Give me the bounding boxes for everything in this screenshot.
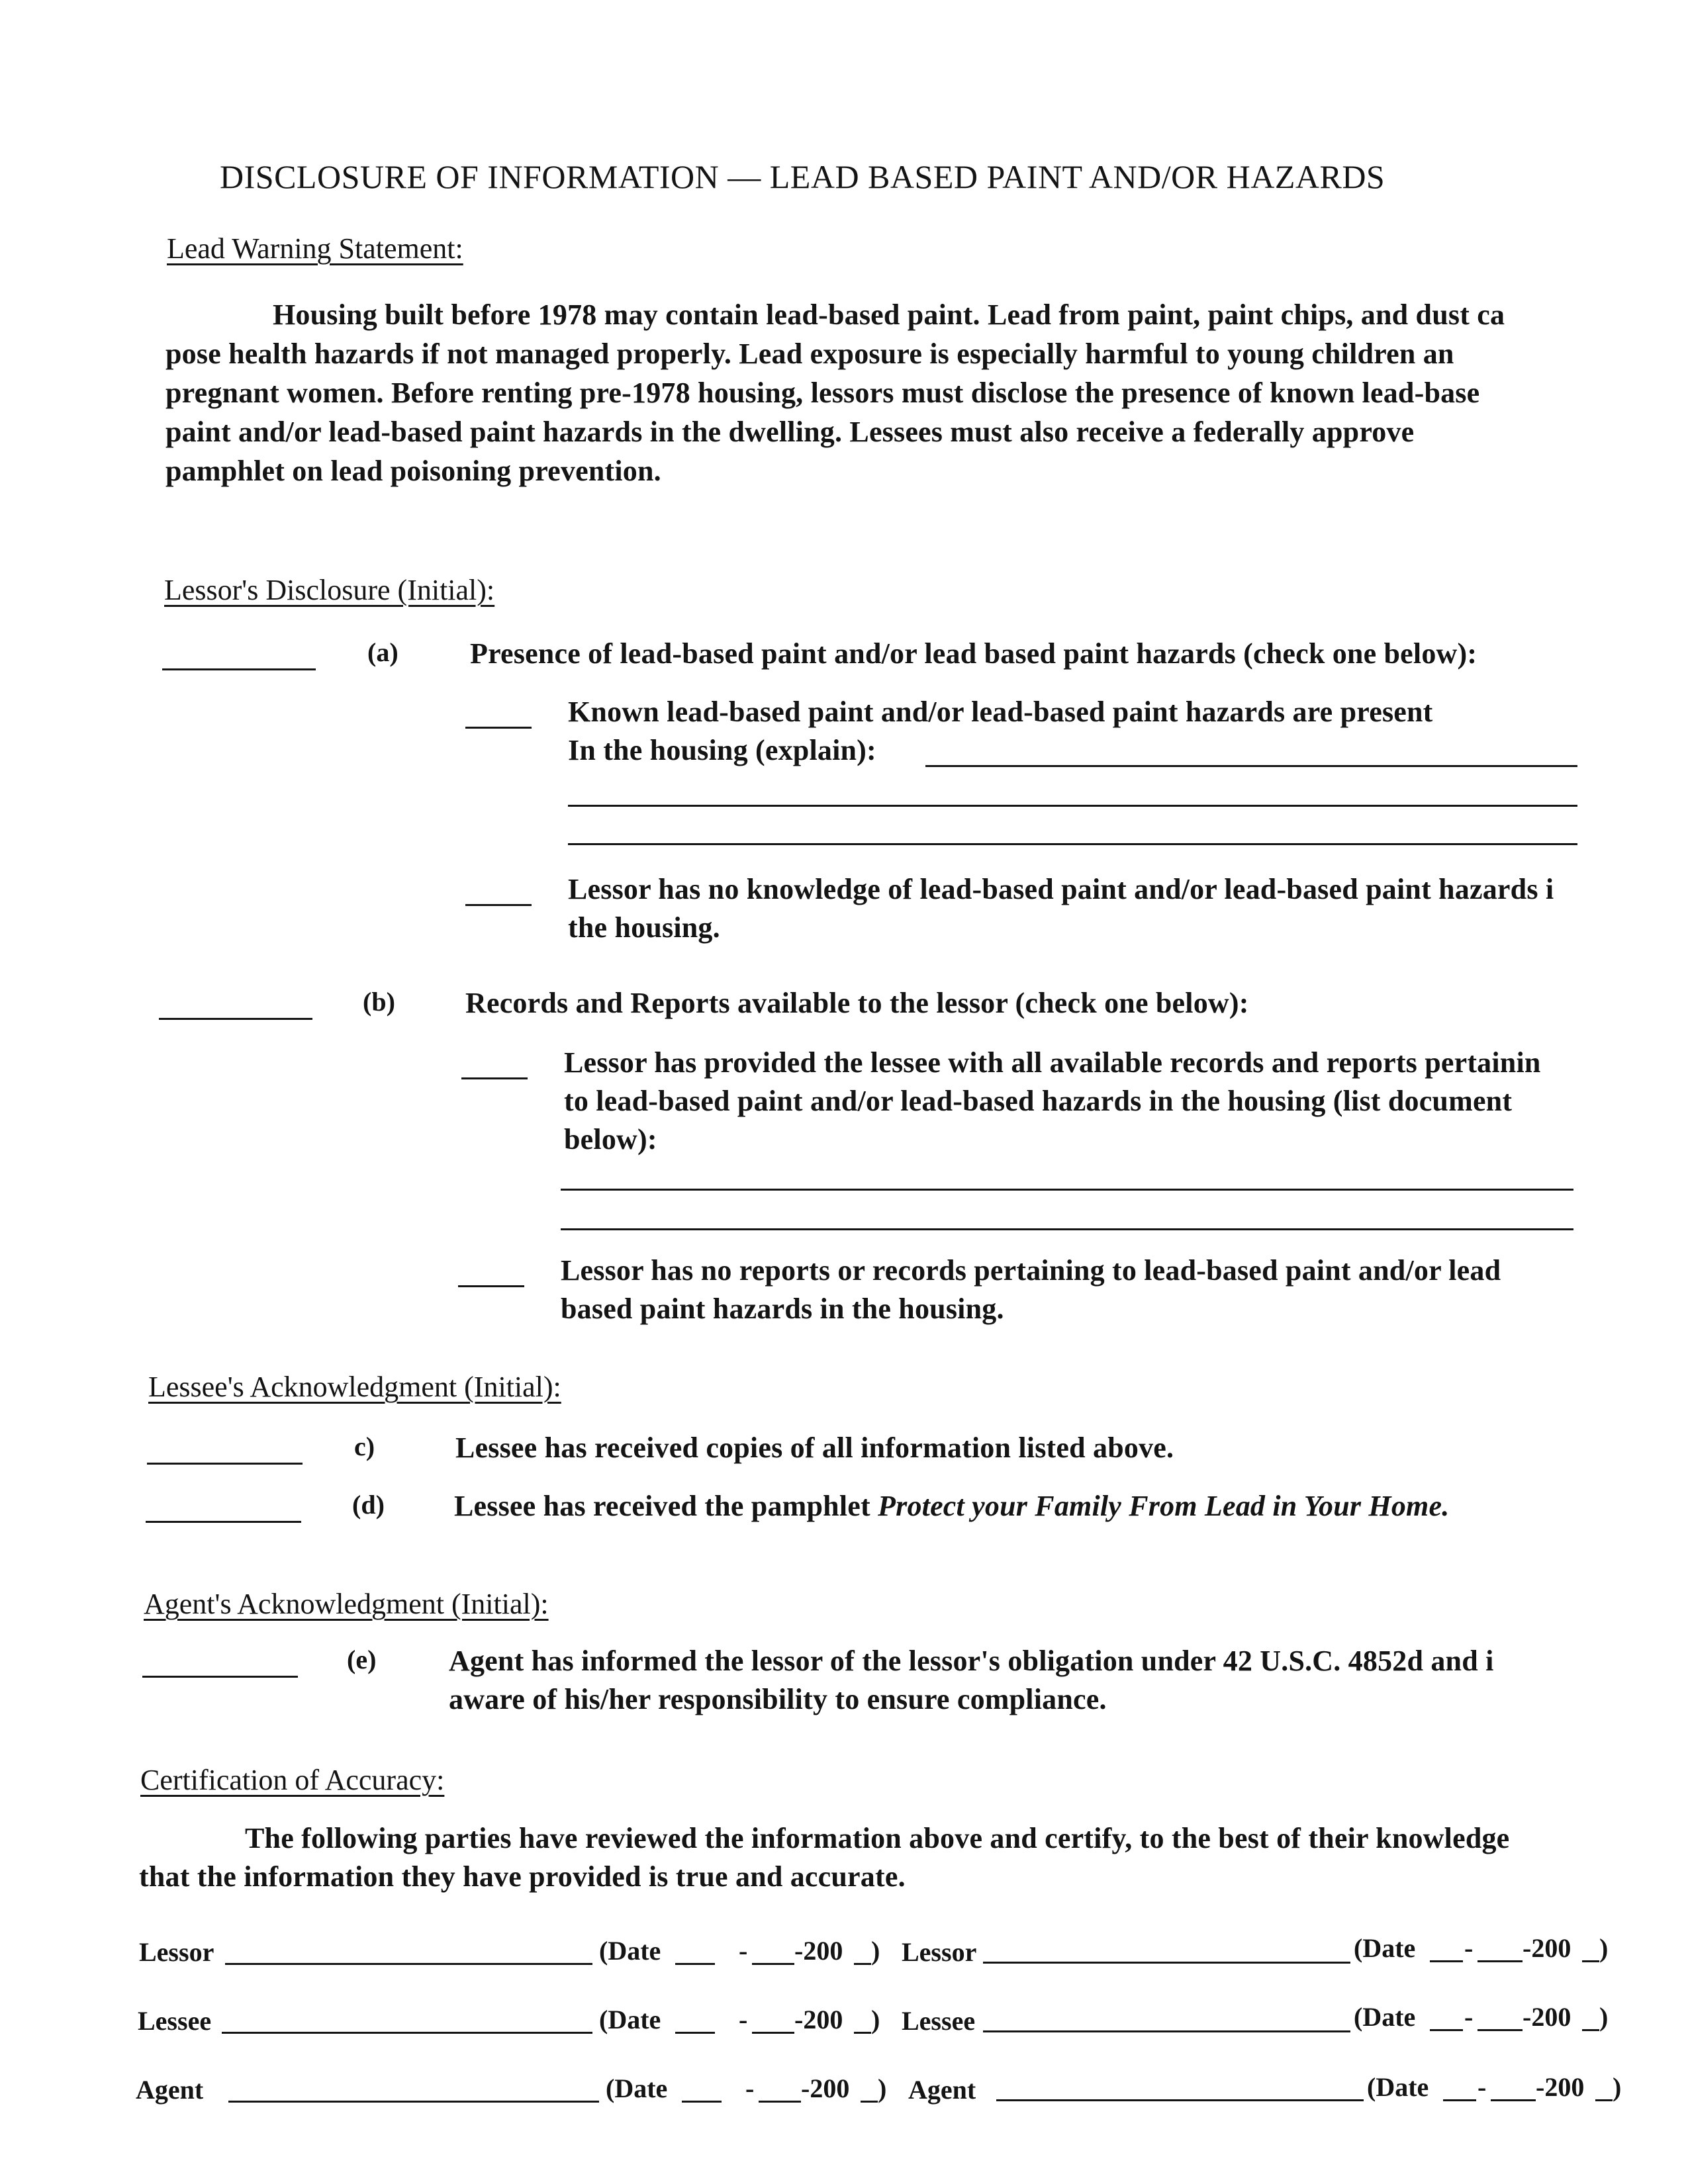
- date-dash-3b: -: [1477, 2072, 1487, 2102]
- lead-warning-line-5: pamphlet on lead poisoning prevention.: [165, 455, 661, 487]
- agent-signature-field-left[interactable]: [228, 2101, 599, 2103]
- date-month-field-1b[interactable]: [1430, 1960, 1463, 1962]
- date-year-field-3a[interactable]: [861, 2101, 878, 2103]
- date-month-field-1a[interactable]: [675, 1963, 715, 1965]
- item-b-text: Records and Reports available to the lessor (check one below):: [465, 987, 1249, 1019]
- initial-field-c[interactable]: [147, 1463, 303, 1465]
- date-day-field-2b[interactable]: [1477, 2029, 1523, 2031]
- date-close-3b: ): [1613, 2072, 1622, 2102]
- lead-warning-line-3: pregnant women. Before renting pre-1978 housing, lessors must disclose the presence of known lead-base: [165, 377, 1480, 409]
- agent-signature-label-right: Agent: [908, 2075, 976, 2105]
- lessor-signature-label-right: Lessor: [902, 1937, 977, 1967]
- option-b-provided-line-1: Lessor has provided the lessee with all available records and reports pertainin: [564, 1046, 1541, 1079]
- lead-warning-line-1: Housing built before 1978 may contain lead-based paint. Lead from paint, paint chips, and dust ca: [273, 298, 1505, 331]
- item-a-marker: (a): [367, 637, 399, 667]
- checkbox-a-no-knowledge[interactable]: [465, 904, 532, 906]
- initial-field-b[interactable]: [159, 1018, 312, 1020]
- agent-signature-label-left: Agent: [136, 2075, 204, 2105]
- date-year-field-3b[interactable]: [1595, 2099, 1613, 2101]
- date-day-field-3b[interactable]: [1491, 2099, 1536, 2101]
- lessee-signature-field-right[interactable]: [983, 2030, 1350, 2032]
- lessee-signature-label-right: Lessee: [902, 2006, 976, 2036]
- explain-field-line-1[interactable]: [925, 765, 1577, 767]
- checkbox-b-no-reports[interactable]: [458, 1285, 524, 1287]
- date-close-2a: ): [871, 2005, 880, 2034]
- agent-ack-heading: Agent's Acknowledgment (Initial):: [144, 1588, 549, 1620]
- option-b-provided-line-3: below):: [564, 1123, 657, 1156]
- lessee-signature-field-left[interactable]: [222, 2032, 592, 2034]
- date-year-field-1b[interactable]: [1582, 1960, 1599, 1962]
- date-day-field-2a[interactable]: [752, 2032, 794, 2034]
- date-year-3a: -200: [801, 2073, 850, 2103]
- date-year-field-2a[interactable]: [854, 2032, 871, 2034]
- date-open-1a: (Date: [599, 1936, 661, 1966]
- date-year-2a: -200: [794, 2005, 843, 2034]
- lead-warning-line-4: paint and/or lead-based paint hazards in the dwelling. Lessees must also receive a federally approve: [165, 416, 1415, 448]
- date-dash-1a: -: [739, 1936, 748, 1966]
- initial-field-e[interactable]: [142, 1676, 298, 1678]
- date-year-field-1a[interactable]: [854, 1963, 871, 1965]
- date-year-field-2b[interactable]: [1582, 2029, 1599, 2031]
- date-dash-2a: -: [739, 2005, 748, 2034]
- date-open-3b: (Date: [1367, 2072, 1429, 2102]
- item-e-line-2: aware of his/her responsibility to ensure compliance.: [449, 1683, 1107, 1715]
- lead-warning-line-2: pose health hazards if not managed properly. Lead exposure is especially harmful to young children an: [165, 338, 1454, 370]
- date-open-2a: (Date: [599, 2005, 661, 2034]
- lessee-ack-heading: Lessee's Acknowledgment (Initial):: [148, 1371, 561, 1403]
- option-a-no-knowledge-line-2: the housing.: [568, 911, 720, 944]
- date-close-1b: ): [1599, 1933, 1609, 1963]
- initial-field-a[interactable]: [162, 668, 316, 670]
- date-month-field-2b[interactable]: [1430, 2029, 1463, 2031]
- lessor-signature-field-right[interactable]: [983, 1962, 1350, 1964]
- explain-field-line-2[interactable]: [568, 805, 1577, 807]
- date-year-1a: -200: [794, 1936, 843, 1966]
- lessor-signature-label-left: Lessor: [139, 1937, 214, 1967]
- date-month-field-3b[interactable]: [1443, 2099, 1476, 2101]
- item-a-text: Presence of lead-based paint and/or lead based paint hazards (check one below):: [470, 637, 1477, 670]
- lead-warning-heading: Lead Warning Statement:: [167, 232, 463, 265]
- date-month-field-2a[interactable]: [675, 2032, 715, 2034]
- item-d-text: [454, 1489, 1449, 1523]
- date-open-3a: (Date: [606, 2073, 668, 2103]
- date-open-2b: (Date: [1354, 2002, 1416, 2032]
- date-day-field-1b[interactable]: [1477, 1960, 1523, 1962]
- item-d-text-plain: Lessee has received the pamphlet: [454, 1490, 878, 1522]
- date-close-1a: ): [871, 1936, 880, 1966]
- checkbox-b-provided[interactable]: [461, 1077, 528, 1079]
- documents-field-line-1[interactable]: [561, 1189, 1573, 1191]
- option-b-provided-line-2: to lead-based paint and/or lead-based hazards in the housing (list document: [564, 1085, 1513, 1117]
- certification-heading: Certification of Accuracy:: [140, 1764, 445, 1796]
- certification-line-2: that the information they have provided is true and accurate.: [139, 1860, 906, 1893]
- item-c-marker: c): [354, 1432, 375, 1461]
- date-dash-3a: -: [745, 2073, 755, 2103]
- item-e-line-1: Agent has informed the lessor of the lessor's obligation under 42 U.S.C. 4852d and i: [449, 1645, 1494, 1677]
- date-day-field-1a[interactable]: [752, 1963, 794, 1965]
- documents-field-line-2[interactable]: [561, 1228, 1573, 1230]
- date-open-1b: (Date: [1354, 1933, 1416, 1963]
- pamphlet-title: Protect your Family From Lead in Your Home.: [878, 1490, 1450, 1522]
- date-year-2b: -200: [1523, 2002, 1571, 2032]
- option-b-no-reports-line-1: Lessor has no reports or records pertaining to lead-based paint and/or lead: [561, 1254, 1501, 1287]
- agent-signature-field-right[interactable]: [996, 2099, 1364, 2101]
- option-a-known-line-2: In the housing (explain):: [568, 734, 876, 766]
- option-b-no-reports-line-2: based paint hazards in the housing.: [561, 1293, 1004, 1325]
- initial-field-d[interactable]: [146, 1521, 301, 1523]
- certification-line-1: The following parties have reviewed the information above and certify, to the best of their knowledge: [245, 1822, 1510, 1854]
- explain-field-line-3[interactable]: [568, 843, 1577, 845]
- item-e-marker: (e): [347, 1645, 377, 1674]
- date-close-2b: ): [1599, 2002, 1609, 2032]
- date-dash-1b: -: [1464, 1933, 1474, 1963]
- date-dash-2b: -: [1464, 2002, 1474, 2032]
- item-c-text: Lessee has received copies of all information listed above.: [455, 1432, 1174, 1464]
- date-close-3a: ): [878, 2073, 887, 2103]
- lessor-disclosure-heading: Lessor's Disclosure (Initial):: [164, 574, 495, 606]
- page-title: DISCLOSURE OF INFORMATION — LEAD BASED PAINT AND/OR HAZARDS: [220, 158, 1385, 195]
- date-month-field-3a[interactable]: [682, 2101, 722, 2103]
- date-day-field-3a[interactable]: [759, 2101, 801, 2103]
- item-d-marker: (d): [352, 1490, 385, 1520]
- item-b-marker: (b): [363, 987, 395, 1017]
- checkbox-a-known[interactable]: [465, 727, 532, 729]
- option-a-no-knowledge-line-1: Lessor has no knowledge of lead-based paint and/or lead-based paint hazards i: [568, 873, 1554, 905]
- lessor-signature-field-left[interactable]: [225, 1963, 592, 1965]
- option-a-known-line-1: Known lead-based paint and/or lead-based paint hazards are present: [568, 696, 1433, 728]
- lessee-signature-label-left: Lessee: [138, 2006, 212, 2036]
- date-year-1b: -200: [1523, 1933, 1571, 1963]
- date-year-3b: -200: [1536, 2072, 1585, 2102]
